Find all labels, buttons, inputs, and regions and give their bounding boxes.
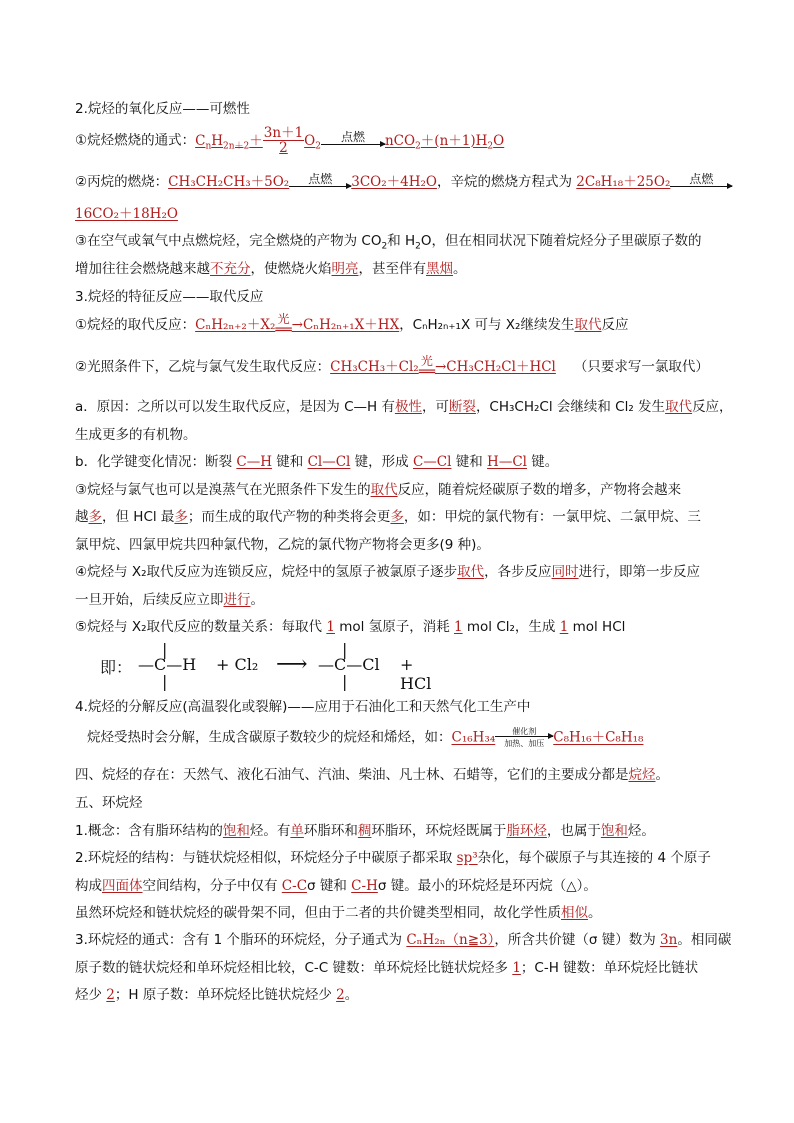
structural-equation: 即： | —C—H | + Cl₂ ⟶ | —C—Cl | + HCl <box>100 640 432 693</box>
structure-line-2: 构成四面体空间结构，分子中仅有 C-Cσ 键和 C-Hσ 键。最小的环烷烃是环丙烷（△）。 <box>75 878 597 894</box>
concept-line: 1.概念：含有脂环结构的饱和烃。有单环脂环和稠环脂环，环烷烃既属于脂环烃，也属于饱和烃。 <box>75 823 655 839</box>
bond-change-line: b．化学键变化情况：断裂 C—H 键和 Cl—Cl 键，形成 C—Cl 键和 H—Cl 键。 <box>75 454 559 470</box>
reaction-arrow: 催化剂 加热、加压 <box>495 727 553 748</box>
general-formula-answer: $C_nH_{2n+2}+$ <box>195 132 263 152</box>
reaction-arrow: 点燃 <box>321 131 385 150</box>
comparison-line: 原子数的链状烷烃和单环烷烃相比较，C-C 键数：单环烷烃比链状烷烃多 1；C-H 键数：单环烷烃比链状 <box>75 960 699 976</box>
comparison-line-2: 烃少 2；H 原子数：单环烷烃比链状烷烃少 2。 <box>75 987 359 1003</box>
general-combustion-line: ①烷烃燃烧的通式：$C_nH_{2n+2}+$ $\frac{3n+1}{2}$ $O_2$ 点燃 $nCO_2+(n+1)H_2O$ <box>75 125 505 156</box>
chain-reaction-line-2: 一旦开始，后续反应立即进行。 <box>75 592 264 608</box>
section-oxidation-heading: 2.烷烃的氧化反应——可燃性 <box>75 101 250 117</box>
cycloalkane-heading: 五、环烷烃 <box>75 795 143 811</box>
structure-line: 2.环烷烃的结构：与链状烷烃相似，环烷烃分子中碳原子都采取 sp³杂化，每个碳原子与其连接的 4 个原子 <box>75 850 711 866</box>
bromine-line-3: 氯甲烷、四氯甲烷共四种氯代物，乙烷的氯代物产物将会更多(9 种)。 <box>75 537 490 553</box>
general-formula-line: 3.环烷烃的通式：含有 1 个脂环的环烷烃，分子通式为 CₙH₂ₙ（n≧3），所含共价键（σ 键）数为 3n。相同碳 <box>75 932 732 948</box>
combustion-note: ③在空气或氧气中点燃烷烃，完全燃烧的产物为 $CO_2$和 $H_2O$，但在相同状况下随着烷烃分子里碳原子数的 <box>75 233 702 252</box>
propane-combustion-line: ②丙烷的燃烧：CH₃CH₂CH₃＋5O₂ 点燃 3CO₂＋4H₂O，辛烷的燃烧方程式为 2C₈H₁₈＋25O₂ 点燃 <box>75 172 732 200</box>
reaction-arrow: 点燃 <box>289 173 351 192</box>
substitution-general-line: ①烷烃的取代反应：CₙH₂ₙ₊₂＋X₂ 光 ══ →CₙH₂ₙ₊₁X＋HX，CₙH₂ₙ₊₁X 可与 X₂继续发生取代反应 <box>75 312 629 338</box>
reaction-arrow: 点燃 <box>670 173 732 192</box>
ethane-substitution-line: ②光照条件下，乙烷与氯气发生取代反应：CH₃CH₃＋Cl₂ 光 ══ →CH₃CH₂Cl＋HCl （只要求写一氯取代） <box>75 354 709 380</box>
octane-products: 16CO₂＋18H₂O <box>75 206 178 222</box>
light-condition: 光 ══ <box>275 312 292 338</box>
bromine-line-2: 越多，但 HCl 最多；而生成的取代产物的种类将会更多，如：甲烷的氯代物有：一氯甲烷、二氯甲烷、三 <box>75 509 701 525</box>
chain-reaction-line: ④烷烃与 X₂取代反应为连锁反应，烷烃中的氢原子被氯原子逐步取代，各步反应同时进行，即第一步反应 <box>75 564 701 580</box>
similarity-line: 虽然环烷烃和链状烷烃的碳骨架不同，但由于二者的共价键类型相同，故化学性质相似。 <box>75 905 602 921</box>
quantity-relation-line: ⑤烷烃与 X₂取代反应的数量关系：每取代 1 mol 氢原子，消耗 1 mol Cl₂，生成 1 mol HCl <box>75 619 626 635</box>
occurrence-line: 四、烷烃的存在：天然气、液化石油气、汽油、柴油、凡士林、石蜡等，它们的主要成分都是烷烃。 <box>75 767 669 783</box>
cracking-line: 烷烃受热时会分解，生成含碳原子数较少的烷烃和烯烃，如：C₁₆H₃₄ 催化剂 加热、加压 C₈H₁₆＋C₈H₁₈ <box>87 727 644 748</box>
coefficient-fraction: $\frac{3n+1}{2}$ <box>263 125 304 156</box>
reason-line-cont: 生成更多的有机物。 <box>75 427 197 443</box>
bromine-line: ③烷烃与氯气也可以是溴蒸气在光照条件下发生的取代反应，随着烷烃碳原子数的增多，产物将会越来 <box>75 482 682 498</box>
section-substitution-heading: 3.烷烃的特征反应——取代反应 <box>75 289 264 305</box>
combustion-note-cont: 增加往往会燃烧越来越不充分，使燃烧火焰明亮，甚至伴有黑烟。 <box>75 261 467 277</box>
light-condition: 光 ══ <box>418 354 435 380</box>
reason-line: a．原因：之所以可以发生取代反应，是因为 C—H 有极性，可断裂，CH₃CH₂Cl 会继续和 Cl₂ 发生取代反应， <box>75 399 733 415</box>
decomposition-heading: 4.烷烃的分解反应(高温裂化或裂解)——应用于石油化工和天然气化工生产中 <box>75 699 531 715</box>
